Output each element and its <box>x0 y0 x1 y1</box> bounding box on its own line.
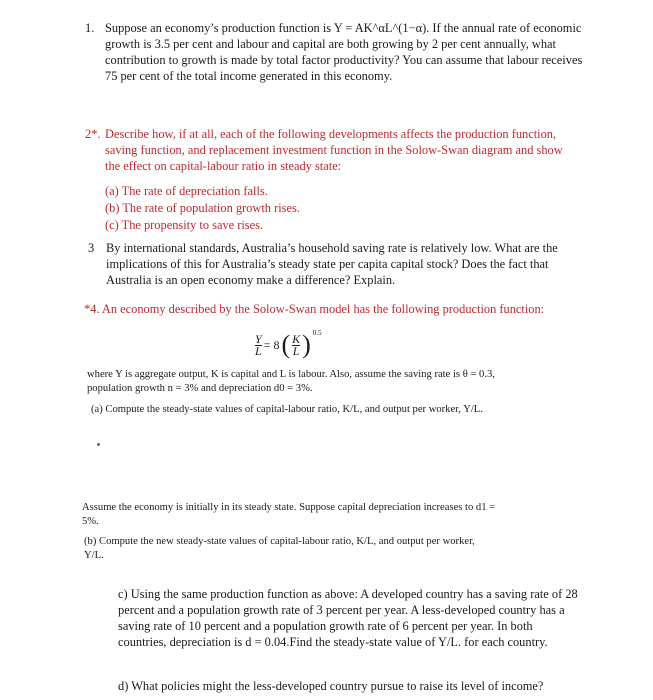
question-3 <box>88 240 583 288</box>
formula-exponent: 0.5 <box>312 329 322 337</box>
stray-dot <box>97 443 100 446</box>
question-2-text: Describe how, if at all, each of the following developments affects the production function, saving function, and replacement investment function in the Solow-Swan diagram and show the effect on capital-labour ratio in steady state: <box>105 127 563 173</box>
formula-rhs-denominator: L <box>292 343 300 358</box>
question-3-number: 3 <box>88 241 95 255</box>
question-4-assumption: Assume the economy is initially in its steady state. Suppose capital depreciation increases to d1 = 5%. <box>82 502 496 527</box>
question-2-item-b: (b) The rate of population growth rises. <box>105 201 300 215</box>
question-4-number: *4. <box>84 302 100 316</box>
question-4-part-c: c) Using the same production function as above: A developed country has a saving rate of 28 percent and a population growth rate of 3 percent per year. A less-developed country has a saving rate of 10 percent and a population growth rate of 6 percent per year. In both countries, depreciation is d = 0.04.Find the steady-state value of Y/L. for each country. <box>118 587 578 649</box>
question-2-items <box>105 183 565 233</box>
formula-rhs-numerator: K <box>292 331 301 346</box>
question-1-text: Suppose an economy’s production function is Y = AK^αL^(1−α). If the annual rate of economic growth is 3.5 per cent and labour and capital are both growing by 2 per cent annually, what contribution to growth is made by total factor productivity? You can assume that labour receives 75 per cent of the total income generated in this economy. <box>105 21 583 83</box>
formula-rhs-fraction <box>292 331 301 358</box>
question-4-text: An economy described by the Solow-Swan model has the following production function: <box>101 302 545 316</box>
question-1 <box>85 20 585 84</box>
question-4 <box>84 301 554 317</box>
question-2 <box>85 126 565 233</box>
question-3-text: By international standards, Australia’s household saving rate is relatively low. What are the implications of this for Australia’s steady state per capita capital stock? Does the fact that Australia is an open economy make a difference? Explain. <box>106 241 558 287</box>
formula-left-paren: ( <box>281 330 291 359</box>
question-2-item-a: (a) The rate of depreciation falls. <box>105 184 268 198</box>
question-4-where: where Y is aggregate output, K is capital and L is labour. Also, assume the saving rate is θ = 0.3, population growth n = 3% and depreciation d0 = 3%. <box>87 369 495 394</box>
production-function-formula <box>255 329 322 359</box>
question-1-number: 1. <box>85 21 95 35</box>
formula-lhs-numerator: Y <box>255 331 262 346</box>
question-4-part-d: d) What policies might the less-developed country pursue to raise its level of income? <box>118 679 544 693</box>
question-4-part-b: (b) Compute the new steady-state values of capital-labour ratio, K/L, and output per worker, Y/L. <box>84 536 475 561</box>
formula-equals: = 8 <box>263 337 280 352</box>
question-2-number: 2*. <box>85 127 101 141</box>
question-2-item-c: (c) The propensity to save rises. <box>105 218 264 232</box>
formula-lhs-denominator: L <box>255 343 262 358</box>
formula-right-paren: ) <box>302 330 311 359</box>
formula-lhs-fraction <box>255 331 262 358</box>
question-4-part-a: (a) Compute the steady-state values of capital-labour ratio, K/L, and output per worker, Y/L. <box>91 404 483 415</box>
